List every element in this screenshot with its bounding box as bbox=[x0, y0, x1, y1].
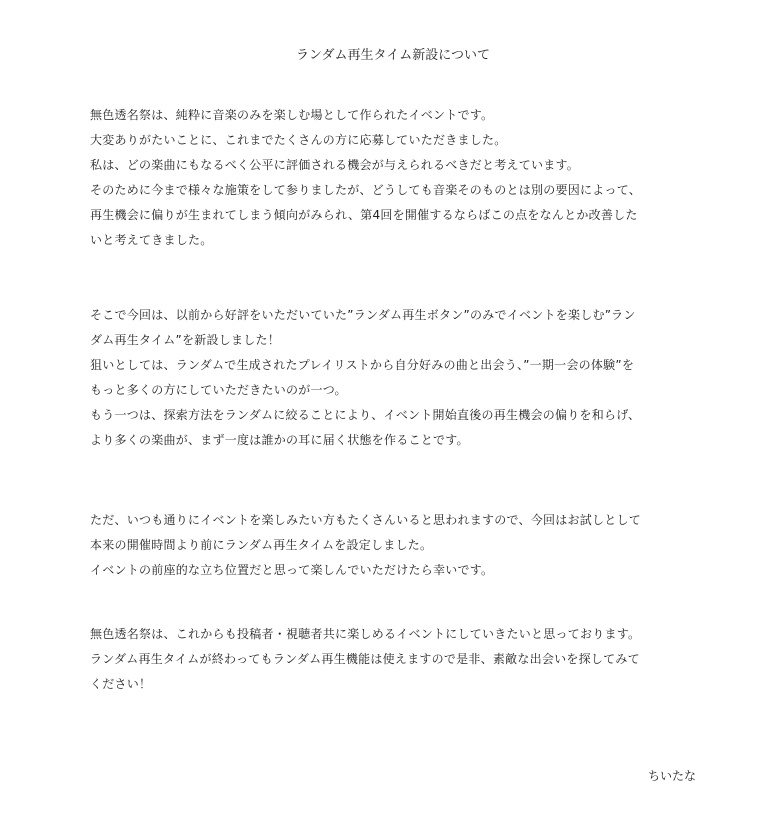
text-line: そのために今まで様々な施策をして参りましたが、どうしても音楽そのものとは別の要因によって、 bbox=[90, 183, 642, 197]
text-line: ダム再生タイム”を新設しました！ bbox=[90, 333, 280, 347]
text-line: ください！ bbox=[90, 677, 152, 691]
text-line: 再生機会に偏りが生まれてしまう傾向がみられ、第4回を開催するならばこの点をなんとか改善した bbox=[90, 208, 638, 222]
paragraph-closing bbox=[90, 622, 696, 697]
text-line: より多くの楽曲が、まず一度は誰かの耳に届く状態を作ることです。 bbox=[90, 433, 469, 447]
text-line: もう一つは、探索方法をランダムに絞ることにより、イベント開始直後の再生機会の偏りを和らげ、 bbox=[90, 408, 641, 422]
text-line: 無色透名祭は、純粋に音楽のみを楽しむ場として作られたイベントです。 bbox=[90, 108, 494, 122]
paragraph-trial bbox=[90, 508, 696, 583]
document-title: ランダム再生タイム新設について bbox=[296, 48, 490, 63]
paragraph-announcement bbox=[90, 303, 696, 453]
text-line: 本来の開催時間より前にランダム再生タイムを設定しました。 bbox=[90, 538, 433, 552]
text-line: 無色透名祭は、これからも投稿者・視聴者共に楽しめるイベントにしていきたいと思っております。 bbox=[90, 627, 641, 641]
text-line: 大変ありがたいことに、これまでたくさんの方に応募していただきました。 bbox=[90, 133, 507, 147]
signature: ちいたな bbox=[647, 769, 696, 783]
text-line: いと考えてきました。 bbox=[90, 233, 213, 247]
paragraph-intro bbox=[90, 103, 696, 253]
text-line: 狙いとしては、ランダムで生成されたプレイリストから自分好みの曲と出会う、”一期一会の体験”を bbox=[90, 358, 635, 372]
text-line: 私は、どの楽曲にもなるべく公平に評価される機会が与えられるべきだと考えています。 bbox=[90, 158, 580, 172]
text-line: ただ、いつも通りにイベントを楽しみたい方もたくさんいると思われますので、今回はお試しとして bbox=[90, 513, 642, 527]
text-line: そこで今回は、以前から好評をいただいていた”ランダム再生ボタン”のみでイベントを楽しむ”ラン bbox=[90, 308, 636, 322]
text-line: ランダム再生タイムが終わってもランダム再生機能は使えますので是非、素敵な出会いを探してみて bbox=[90, 652, 640, 666]
text-line: もっと多くの方にしていただきたいのが一つ。 bbox=[90, 383, 347, 397]
text-line: イベントの前座的な立ち位置だと思って楽しんでいただけたら幸いです。 bbox=[90, 563, 494, 577]
